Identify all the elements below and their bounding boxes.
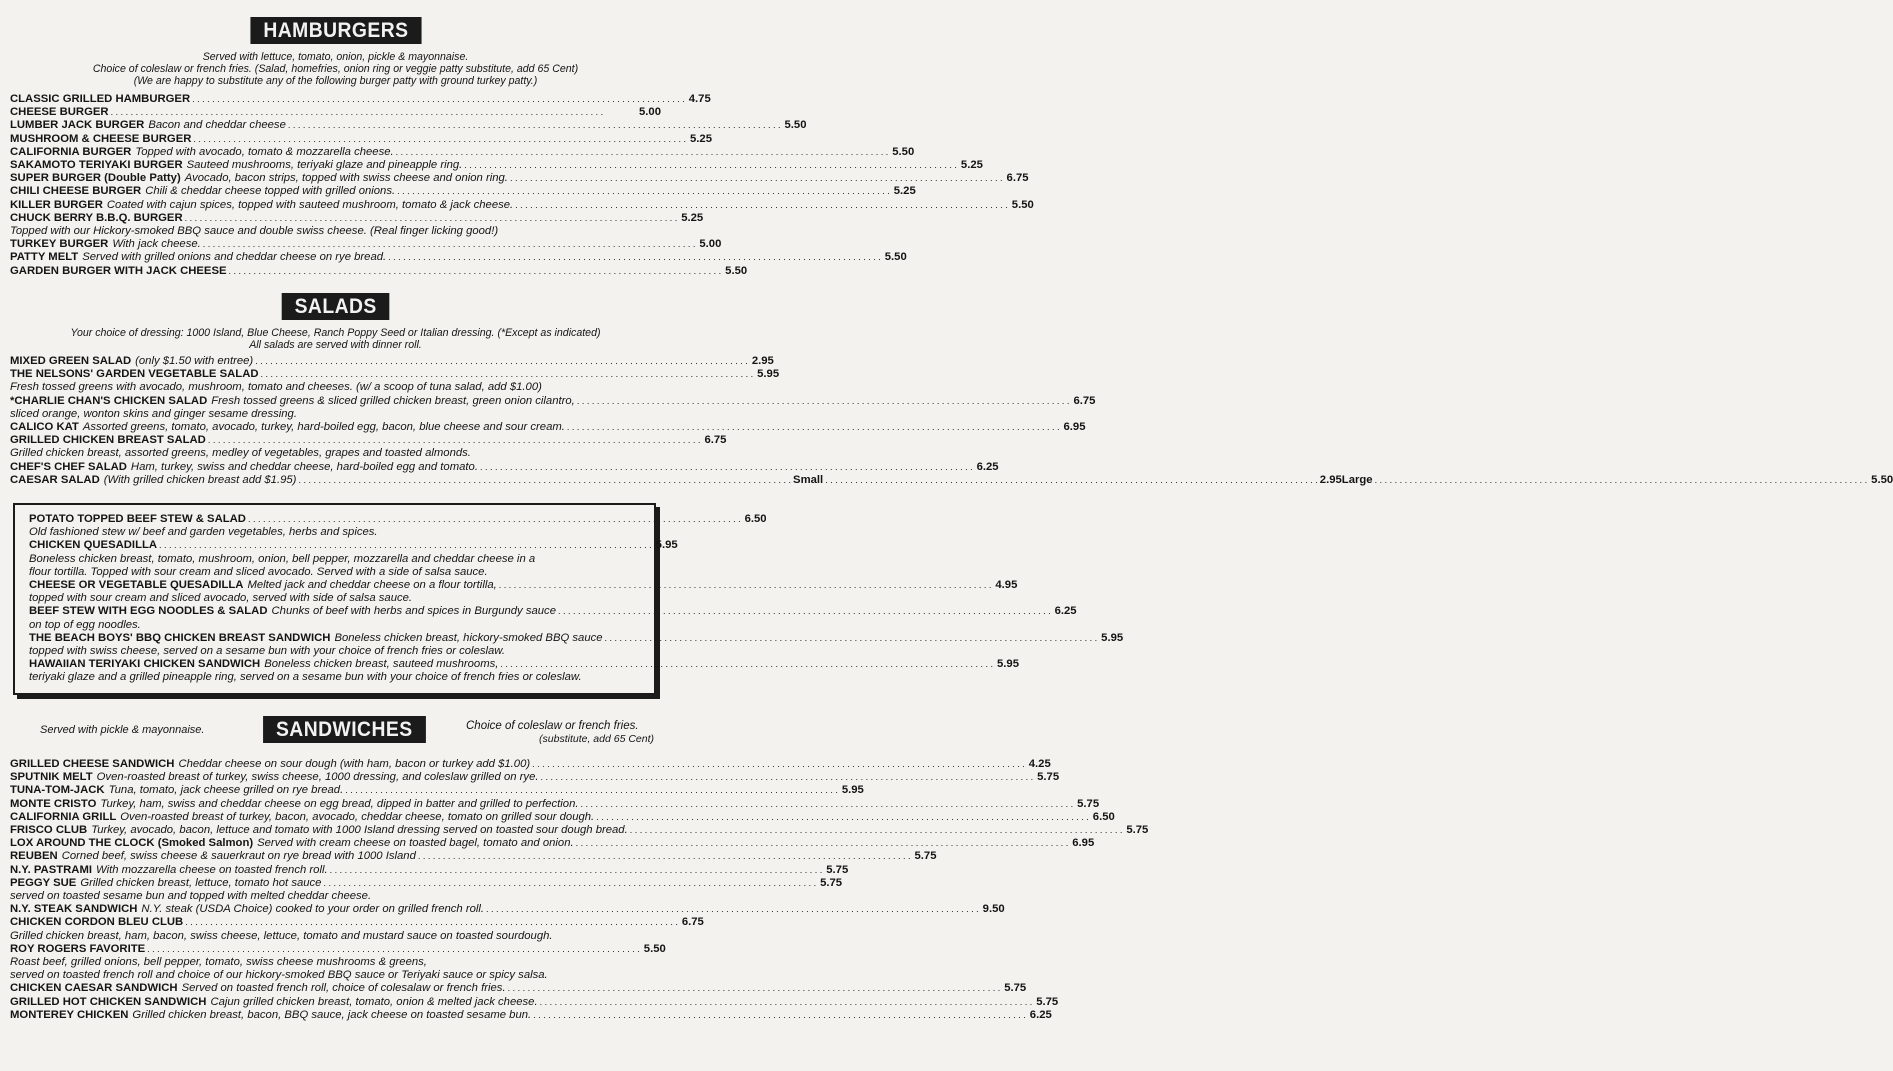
item-price: 5.75 [1037, 771, 1060, 784]
menu-item [10, 942, 666, 956]
item-description: Served with grilled onions and cheddar cheese on rye bread. [82, 251, 387, 264]
menu-item [10, 1008, 1052, 1022]
dot-leader [533, 1009, 1026, 1022]
item-price: 5.50 [784, 119, 807, 132]
sandwiches-section [10, 758, 1149, 1022]
menu-item [10, 355, 774, 368]
item-price: 5.95 [757, 368, 780, 381]
item-continuation: Fresh tossed greens with avocado, mushroom, tomato and cheeses. (w/ a scoop of tuna salad, add $1.00) [10, 381, 542, 394]
item-name: CALICO KAT [10, 421, 79, 434]
item-price: 5.95 [997, 658, 1020, 671]
item-description: Melted jack and cheddar cheese on a flour tortilla, [247, 579, 497, 592]
menu-item [10, 876, 843, 890]
item-name: POTATO TOPPED BEEF STEW & SALAD [29, 513, 246, 525]
item-continuation: topped with swiss cheese, served on a sesame bun with your choice of french fries or coleslaw. [29, 645, 505, 658]
item-description: Turkey, avocado, bacon, lettuce and tomato with 1000 Island dressing served on toasted sour dough bread. [91, 824, 628, 837]
menu-item [10, 145, 915, 159]
item-name: CLASSIC GRILLED HAMBURGER [10, 93, 191, 105]
dot-leader [630, 824, 1123, 837]
item-name: CHUCK BERRY B.B.Q. BURGER [10, 211, 183, 224]
item-description: Chili & cheddar cheese topped with grilled onions. [145, 185, 396, 198]
item-description: Fresh tossed greens & sliced grilled chicken breast, green onion cilantro, [211, 394, 575, 407]
dot-leader [581, 798, 1074, 811]
menu-item [10, 238, 722, 251]
item-price: 9.50 [982, 903, 1005, 916]
item-description: Served on toasted french roll, choice of colesalaw or french fries. [181, 982, 506, 995]
item-name: MIXED GREEN SALAD [10, 355, 132, 367]
dot-leader [596, 811, 1089, 824]
salads-header: SALADS [282, 293, 390, 320]
item-description: (With grilled chicken breast add $1.95) [103, 473, 297, 486]
item-description: With jack cheese. [112, 238, 201, 251]
item-description: Grilled chicken breast, lettuce, tomato hot sauce [80, 876, 322, 889]
sandwiches-right-note-small: (substitute, add 65 Cent) [539, 733, 654, 745]
item-continuation: served on toasted sesame bun and topped with melted cheddar cheese. [10, 890, 372, 903]
item-name: KILLER BURGER [10, 198, 103, 211]
dot-leader [508, 982, 1001, 995]
hamburgers-section [10, 17, 1034, 278]
item-description: With mozzarella cheese on toasted french roll. [96, 863, 328, 876]
menu-item [10, 211, 704, 225]
item-price: 6.25 [976, 460, 999, 473]
item-price: 5.75 [1004, 982, 1027, 995]
menu-item [10, 903, 1005, 916]
item-price: 5.25 [681, 211, 704, 224]
item-price: 6.25 [1054, 605, 1077, 618]
item-continuation: topped with sour cream and sliced avocado, served with side of salsa sauce. [29, 592, 413, 605]
item-price: 6.25 [1029, 1008, 1052, 1021]
item-name: GRILLED CHICKEN BREAST SALAD [10, 434, 206, 447]
item-continuation: Topped with our Hickory-smoked BBQ sauce and double swiss cheese. (Real finger licking good!) [10, 225, 499, 238]
item-name: THE NELSONS' GARDEN VEGETABLE SALAD [10, 368, 259, 381]
item-price: 5.25 [690, 132, 712, 145]
caesar-small-label: Small [793, 473, 824, 486]
specials-list [29, 513, 1124, 685]
dot-leader [515, 199, 1008, 212]
dot-leader [576, 837, 1069, 850]
hamburgers-list [10, 93, 1034, 278]
sandwiches-left-note: Served with pickle & mayonnaise. [40, 724, 205, 736]
menu-item [10, 758, 1051, 771]
item-name: MUSHROOM & CHEESE BURGER [10, 132, 192, 145]
item-name: CHEESE OR VEGETABLE QUESADILLA [29, 579, 244, 592]
item-name: GRILLED HOT CHICKEN SANDWICH [10, 995, 207, 1008]
item-description: Topped with avocado, tomato & mozzarella cheese. [135, 145, 394, 158]
item-description: Cheddar cheese on sour dough (with ham, bacon or turkey add $1.00) [178, 758, 531, 770]
dot-leader [185, 916, 678, 929]
dot-leader [185, 212, 678, 225]
dot-leader [330, 864, 823, 877]
item-price: 5.75 [820, 876, 843, 889]
item-price: 6.75 [1073, 394, 1096, 407]
dot-leader [192, 93, 685, 106]
dot-leader [261, 368, 754, 381]
menu-item [29, 513, 767, 526]
item-description: Oven-roasted breast of turkey, swiss cheese, 1000 dressing, and coleslaw grilled on rye. [96, 771, 539, 784]
sandwiches-header-row [0, 716, 671, 756]
item-continuation: Old fashioned stew w/ beef and garden vegetables, herbs and spices. [29, 526, 378, 539]
item-price: 6.75 [681, 916, 704, 929]
menu-item [10, 198, 1034, 212]
item-continuation: Boneless chicken breast, tomato, mushroom, onion, bell pepper, mozzarella and cheddar cheese in a [29, 552, 536, 565]
item-description: Boneless chicken breast, sauteed mushrooms, [264, 658, 499, 671]
item-name: BEEF STEW WITH EGG NOODLES & SALAD [29, 605, 268, 618]
dot-leader [541, 771, 1034, 784]
menu-item [10, 824, 1149, 837]
item-name: CALIFORNIA BURGER [10, 145, 132, 158]
dot-leader [605, 632, 1098, 645]
item-price: 5.75 [914, 850, 937, 863]
hamburgers-note-2: Choice of coleslaw or french fries. (Salad, homefries, onion ring or veggie patty substitute, add 65 Cent) [92, 63, 579, 75]
caesar-large-label: Large [1341, 473, 1373, 486]
item-description: Ham, turkey, swiss and cheddar cheese, hard-boiled egg and tomato. [130, 460, 478, 473]
item-description: Turkey, ham, swiss and cheddar cheese on egg bread, dipped in batter and grilled to perfection. [100, 797, 579, 810]
caesar-large-price: 5.50 [1871, 473, 1893, 486]
item-description: N.Y. steak (USDA Choice) cooked to your order on grilled french roll. [141, 903, 485, 916]
item-price: 5.50 [643, 942, 666, 955]
dot-leader [396, 146, 889, 159]
menu-item [10, 837, 1095, 850]
item-price: 4.95 [995, 579, 1018, 592]
item-price: 6.75 [1006, 172, 1029, 185]
dot-leader [540, 996, 1033, 1009]
dot-leader [500, 658, 993, 671]
item-description: Avocado, bacon strips, topped with swiss cheese and onion ring. [184, 172, 508, 185]
item-name: MONTE CRISTO [10, 797, 97, 810]
item-price: 6.50 [1092, 810, 1115, 823]
dot-leader [510, 172, 1003, 185]
dot-leader [418, 850, 911, 863]
item-price: 5.75 [1126, 824, 1149, 837]
menu-item-caesar-salad [10, 473, 1893, 487]
menu-item [29, 539, 678, 552]
item-description: Bacon and cheddar cheese [148, 119, 286, 132]
menu-item [10, 982, 1027, 995]
sandwiches-right-note [466, 720, 654, 746]
item-price: 5.00 [639, 106, 661, 119]
item-price: 5.50 [1011, 198, 1034, 211]
item-price: 4.25 [1028, 758, 1051, 770]
item-price: 2.95 [751, 355, 774, 367]
caesar-small-price: 2.95 [1319, 473, 1342, 486]
item-description: Sauteed mushrooms, teriyaki glaze and pineapple ring. [186, 159, 463, 172]
item-description: Tuna, tomato, jack cheese grilled on rye bread. [108, 784, 344, 797]
menu-item [10, 132, 712, 146]
dot-leader [193, 133, 686, 146]
item-continuation: Grilled chicken breast, assorted greens, medley of vegetables, grapes and toasted almonds. [10, 447, 471, 460]
item-name: CAESAR SALAD [10, 473, 100, 486]
menu-item [10, 264, 748, 278]
dot-leader [111, 106, 635, 119]
item-price: 5.25 [893, 185, 916, 198]
item-continuation: on top of egg noodles. [29, 618, 141, 631]
item-name: LUMBER JACK BURGER [10, 119, 145, 132]
item-description: Served with cream cheese on toasted bagel, tomato and onion. [257, 837, 574, 850]
menu-item [29, 605, 1077, 618]
item-description: (only $1.50 with entree) [135, 355, 254, 367]
sandwiches-right-note-text: Choice of coleslaw or french fries. [466, 720, 639, 732]
item-name: CHICKEN QUESADILLA [29, 539, 158, 552]
item-description: Coated with cajun spices, topped with sauteed mushroom, tomato & jack cheese. [106, 198, 514, 211]
item-name: PEGGY SUE [10, 876, 77, 889]
item-price: 5.50 [884, 251, 907, 264]
item-name: N.Y. STEAK SANDWICH [10, 903, 138, 916]
item-price: 6.95 [1072, 837, 1095, 850]
item-price: 6.50 [744, 513, 767, 525]
item-price: 4.75 [688, 93, 711, 105]
item-continuation: Grilled chicken breast, ham, bacon, swiss cheese, lettuce, tomato and mustard sauce on toasted sourdough. [10, 929, 553, 942]
menu-item [10, 810, 1115, 824]
salads-note-1: Your choice of dressing: 1000 Island, Blue Cheese, Ranch Poppy Seed or Italian dressing. (*Except as indicated) [70, 327, 601, 339]
item-name: FRISCO CLUB [10, 824, 88, 837]
item-description: Oven-roasted breast of turkey, bacon, avocado, cheddar cheese, tomato on grilled sour dough. [120, 810, 595, 823]
dot-leader [486, 903, 979, 916]
item-name: TURKEY BURGER [10, 238, 109, 251]
item-name: CHICKEN CAESAR SANDWICH [10, 982, 178, 995]
dot-leader [203, 238, 696, 251]
menu-item [10, 106, 661, 119]
menu-item [10, 421, 1086, 434]
hamburgers-note-1: Served with lettuce, tomato, onion, pickle & mayonnaise. [202, 51, 469, 63]
item-name: *CHARLIE CHAN'S CHICKEN SALAD [10, 394, 208, 407]
sandwiches-header: SANDWICHES [263, 716, 425, 743]
menu-item [10, 797, 1100, 811]
menu-item [10, 434, 727, 447]
item-name: LOX AROUND THE CLOCK (Smoked Salmon) [10, 837, 254, 850]
item-continuation: teriyaki glaze and a grilled pineapple ring, served on a sesame bun with your choice of french fries or coleslaw. [29, 671, 582, 684]
menu-item [10, 863, 849, 877]
item-name: SPUTNIK MELT [10, 771, 93, 784]
dot-leader [499, 579, 992, 592]
salads-note-2: All salads are served with dinner roll. [249, 339, 422, 351]
dot-leader [229, 265, 722, 278]
item-price: 5.95 [841, 784, 864, 797]
item-description: Boneless chicken breast, hickory-smoked BBQ sauce [334, 631, 603, 644]
item-name: MONTEREY CHICKEN [10, 1008, 129, 1021]
dot-leader [288, 119, 781, 132]
menu-item [10, 850, 937, 863]
item-name: CALIFORNIA GRILL [10, 810, 117, 823]
item-price: 5.50 [892, 145, 915, 158]
salads-list [10, 355, 1096, 474]
hamburgers-header: HAMBURGERS [250, 17, 421, 44]
item-name: N.Y. PASTRAMI [10, 863, 93, 876]
item-description: Chunks of beef with herbs and spices in Burgundy sauce [271, 605, 556, 618]
dot-leader [532, 758, 1025, 771]
specials-box [13, 503, 1124, 695]
menu-item [10, 368, 780, 381]
dot-leader [159, 539, 652, 552]
dot-leader [323, 877, 816, 890]
salads-section [10, 293, 1893, 487]
menu-item [10, 916, 704, 929]
item-name: GARDEN BURGER WITH JACK CHEESE [10, 264, 227, 277]
dot-leader [255, 355, 748, 368]
item-name: TUNA-TOM-JACK [10, 784, 105, 797]
item-continuation: flour tortilla. Topped with sour cream and sliced avocado. Served with a side of salsa sauce. [29, 565, 488, 578]
item-name: PATTY MELT [10, 251, 79, 264]
menu-item [10, 394, 1096, 408]
item-description: Assorted greens, tomato, avocado, turkey, hard-boiled egg, bacon, blue cheese and sour cream. [82, 421, 565, 434]
menu-item [10, 251, 907, 264]
dot-leader [248, 513, 741, 526]
dot-leader [397, 185, 890, 198]
item-name: SUPER BURGER (Double Patty) [10, 172, 181, 185]
item-price: 5.50 [725, 264, 748, 277]
item-continuation: served on toasted french roll and choice of our hickory-smoked BBQ sauce or Teriyaki sauce or spicy salsa. [10, 969, 548, 982]
item-price: 6.75 [704, 434, 727, 447]
item-price: 5.75 [1077, 797, 1100, 810]
item-name: CHEESE BURGER [10, 106, 109, 119]
menu-item [10, 185, 916, 198]
hamburgers-note-3: (We are happy to substitute any of the following burger patty with ground turkey patty.) [133, 75, 538, 87]
dot-leader [388, 251, 881, 264]
menu-item [10, 771, 1060, 784]
item-name: HAWAIIAN TERIYAKI CHICKEN SANDWICH [29, 658, 261, 671]
item-price: 5.95 [655, 539, 678, 552]
menu-item [10, 995, 1059, 1009]
dot-leader [147, 943, 640, 956]
item-description: Cajun grilled chicken breast, tomato, onion & melted jack cheese. [210, 995, 538, 1008]
sandwiches-list [10, 758, 1149, 1022]
item-price: 5.25 [960, 159, 983, 172]
item-continuation: sliced orange, wonton skins and ginger sesame dressing. [10, 407, 297, 420]
dot-leader [208, 434, 701, 447]
item-price: 5.95 [1101, 631, 1124, 644]
item-name: THE BEACH BOYS' BBQ CHICKEN BREAST SANDWICH [29, 631, 331, 644]
item-continuation: Roast beef, grilled onions, bell pepper, tomato, swiss cheese mushrooms & greens, [10, 956, 427, 969]
item-name: REUBEN [10, 850, 58, 863]
item-description: Grilled chicken breast, bacon, BBQ sauce, jack cheese on toasted sesame bun. [132, 1008, 532, 1021]
dot-leader [464, 159, 957, 172]
dot-leader [480, 461, 973, 474]
menu-item [29, 631, 1124, 645]
menu-item [10, 460, 999, 474]
dot-leader [345, 784, 838, 797]
item-price: 5.00 [699, 238, 722, 251]
item-description: Corned beef, swiss cheese & sauerkraut on rye bread with 1000 Island [61, 850, 416, 863]
dot-leader [567, 421, 1060, 434]
menu-item [10, 93, 711, 106]
item-name: CHICKEN CORDON BLEU CLUB [10, 916, 184, 929]
dot-leader [558, 605, 1051, 618]
menu-item [10, 172, 1029, 185]
item-name: CHILI CHEESE BURGER [10, 185, 142, 198]
menu-item [10, 159, 983, 172]
item-name: SAKAMOTO TERIYAKI BURGER [10, 159, 183, 172]
menu-item [10, 119, 807, 132]
item-name: CHEF'S CHEF SALAD [10, 460, 127, 473]
dot-leader [577, 395, 1070, 408]
item-name: ROY ROGERS FAVORITE [10, 942, 146, 955]
item-price: 5.75 [1036, 995, 1059, 1008]
item-price: 6.95 [1063, 421, 1086, 434]
item-name: GRILLED CHEESE SANDWICH [10, 758, 175, 770]
item-price: 5.75 [826, 863, 849, 876]
menu-item [10, 784, 864, 797]
menu-item [29, 658, 1020, 671]
menu-item [29, 579, 1018, 592]
